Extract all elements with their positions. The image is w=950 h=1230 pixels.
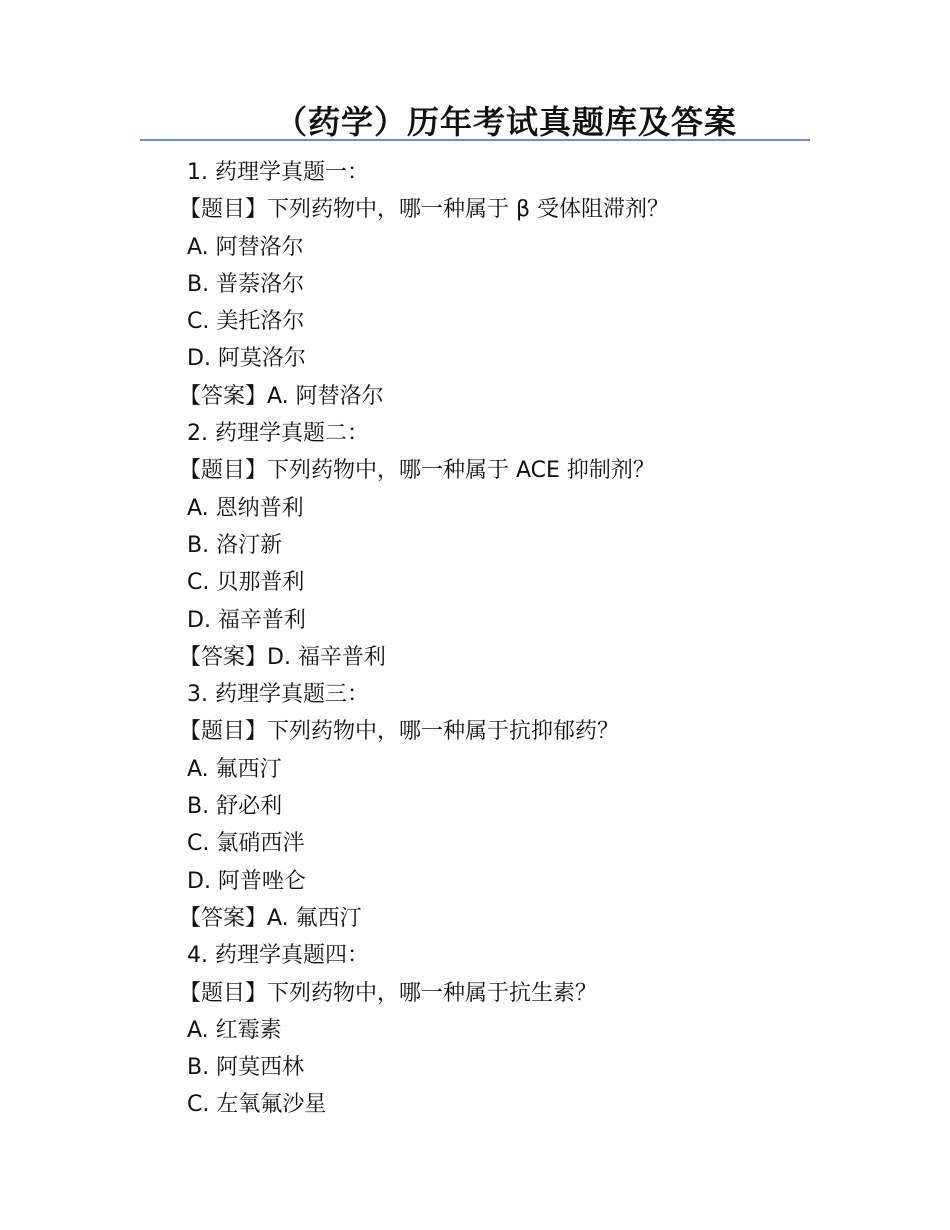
option-b: B. 普萘洛尔 [187, 271, 305, 297]
option-a: A. 红霉素 [187, 1017, 282, 1043]
question-text: 【题目】下列药物中，哪一种属于抗抑郁药？ [179, 719, 620, 745]
option-a: A. 阿替洛尔 [187, 234, 304, 260]
option-d: D. 阿普唑仑 [187, 868, 306, 894]
option-d: D. 阿莫洛尔 [187, 346, 306, 372]
option-b: B. 舒必利 [187, 794, 283, 820]
option-c: C. 氯硝西泮 [187, 831, 305, 857]
question-heading: 2. 药理学真题二： [187, 421, 369, 447]
answer-text: 【答案】A. 氟西汀 [179, 905, 362, 931]
option-c: C. 左氧氟沙星 [187, 1092, 327, 1118]
option-b: B. 洛汀新 [187, 532, 283, 558]
question-heading: 3. 药理学真题三： [187, 682, 369, 708]
question-heading: 4. 药理学真题四： [187, 943, 369, 969]
answer-text: 【答案】D. 福辛普利 [179, 644, 386, 670]
option-c: C. 美托洛尔 [187, 309, 305, 335]
title-underline [140, 139, 810, 141]
question-heading: 1. 药理学真题一： [187, 160, 369, 185]
question-list [179, 154, 827, 1124]
document-title: （药学）历年考试真题库及答案 [274, 103, 737, 141]
question-text: 【题目】下列药物中，哪一种属于抗生素？ [179, 980, 598, 1006]
option-d: D. 福辛普利 [187, 607, 306, 633]
option-b: B. 阿莫西林 [187, 1055, 305, 1081]
answer-text: 【答案】A. 阿替洛尔 [179, 383, 384, 409]
option-c: C. 贝那普利 [187, 570, 305, 596]
question-text: 【题目】下列药物中，哪一种属于 β 受体阻滞剂？ [179, 197, 670, 223]
question-text: 【题目】下列药物中，哪一种属于 ACE 抑制剂？ [179, 458, 655, 484]
option-a: A. 恩纳普利 [187, 495, 304, 521]
option-a: A. 氟西汀 [187, 756, 282, 782]
